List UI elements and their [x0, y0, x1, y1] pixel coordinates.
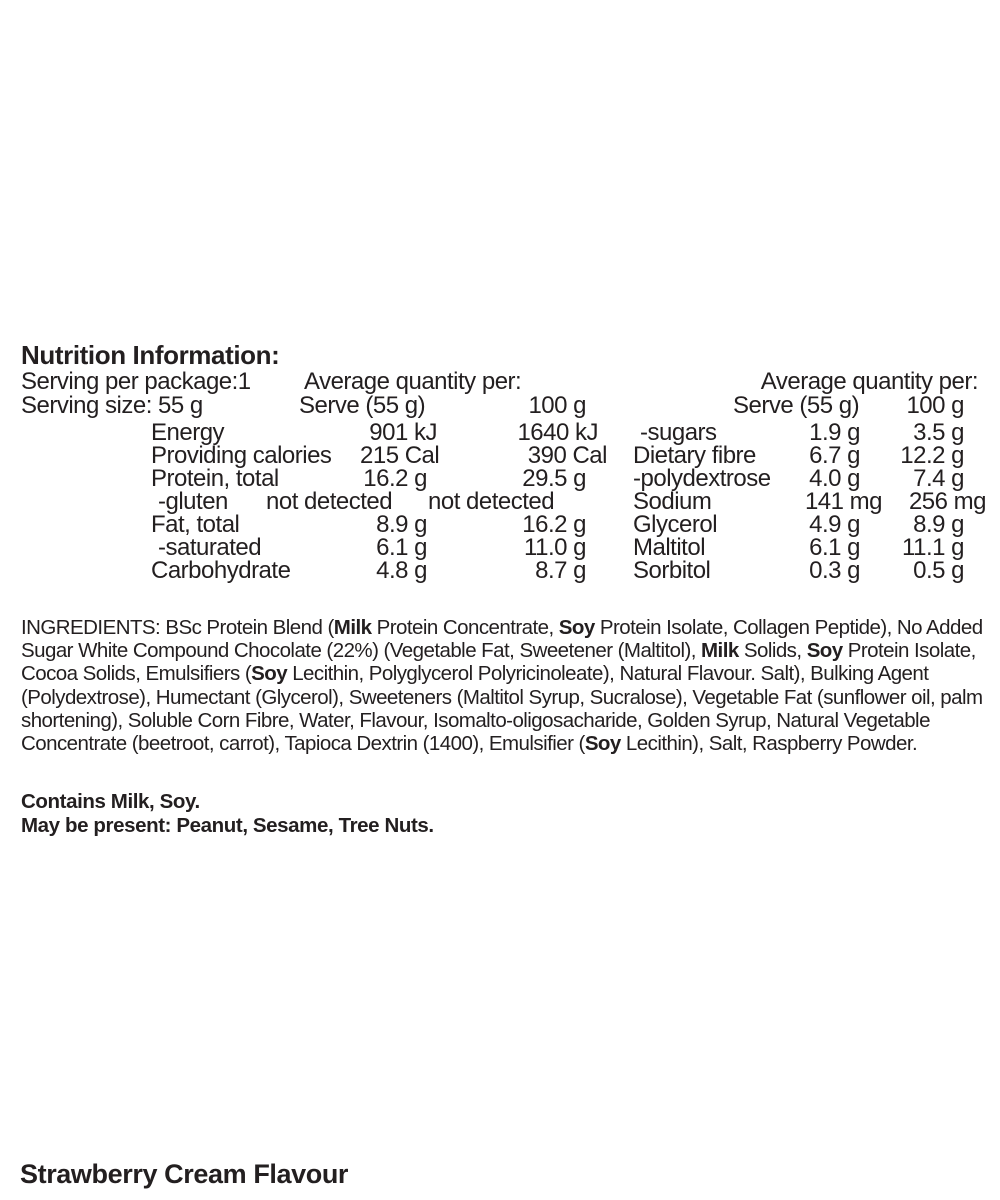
nutrient-100g-value: 0.5 g: [913, 557, 964, 584]
nutrient-name: Sorbitol: [633, 557, 711, 584]
nutrient-serve-value: 6.7 g: [809, 442, 860, 469]
ingredients-segment: Lecithin), Salt, Raspberry Powder.: [620, 732, 918, 756]
nutrient-serve-value: 141 mg: [804, 488, 882, 515]
col-header-serve-left: Serve (55 g): [299, 392, 426, 419]
nutrient-serve-value: 6.1 g: [376, 534, 427, 561]
nutrient-100g-value: 8.9 g: [913, 511, 964, 538]
nutrient-100g-value: 16.2 g: [522, 511, 586, 538]
ingredients-segment: Protein Isolate, Cocoa Solids, Emulsifiers (: [21, 639, 976, 686]
nutrient-100g-value: 390 Cal: [527, 442, 607, 469]
ingredients-segment: Lecithin, Polyglycerol Polyricinoleate), Natural Flavour. Salt), Bulking Agent (Polydextrose), Humectant (Glycerol), Sweeteners (Maltitol Syrup, Sucralose), Vegetable Fat (sunflower oil, palm shortening), Soluble Corn Fibre, Water, Flavour, Isomalto-oligosacharide, Golden Syrup, Natural Vegetable Concentrate (beetroot, carrot), Tapioca Dextrin (1400), Emulsifier (: [21, 662, 983, 756]
may-be-present-statement: May be present: Peanut, Sesame, Tree Nuts.: [21, 814, 434, 837]
ingredients-segment: Protein Concentrate,: [371, 616, 559, 639]
nutrient-name: Energy: [151, 419, 225, 446]
ingredients-segment: INGREDIENTS: BSc Protein Blend (: [21, 616, 334, 639]
ingredients-allergen: Soy: [584, 732, 621, 756]
nutrient-serve-value: 1.9 g: [809, 419, 860, 446]
nutrient-name: Maltitol: [633, 534, 706, 561]
nutrient-100g-value: 8.7 g: [535, 557, 586, 584]
col-header-100g-left: 100 g: [528, 392, 586, 419]
col-header-serve-right: Serve (55 g): [733, 392, 860, 419]
ingredients-text: [21, 616, 991, 755]
nutrient-name: -sugars: [640, 419, 717, 446]
nutrient-100g-value: 3.5 g: [913, 419, 964, 446]
contains-statement: Contains Milk, Soy.: [21, 790, 200, 813]
nutrient-name: Fat, total: [151, 511, 240, 538]
nutrient-name: Carbohydrate: [151, 557, 291, 584]
serving-size: Serving size: 55 g: [21, 392, 203, 419]
serving-per-package: Serving per package:1: [21, 368, 251, 395]
nutrient-name: -saturated: [158, 534, 262, 561]
avg-qty-header-right: Average quantity per:: [760, 368, 978, 395]
nutrient-100g-value: 29.5 g: [522, 465, 586, 492]
col-header-100g-right: 100 g: [906, 392, 964, 419]
ingredients-segment: Solids,: [738, 639, 807, 663]
ingredients-allergen: Soy: [251, 662, 288, 686]
nutrient-serve-value: not detected: [266, 488, 393, 515]
nutrient-name: -gluten: [158, 488, 228, 515]
nutrient-100g-value: 256 mg: [908, 488, 986, 515]
nutrient-serve-value: 215 Cal: [360, 442, 440, 469]
nutrient-serve-value: 4.0 g: [809, 465, 860, 492]
nutrient-100g-value: 11.1 g: [902, 534, 964, 561]
nutrient-serve-value: 4.8 g: [376, 557, 427, 584]
nutrient-serve-value: 4.9 g: [809, 511, 860, 538]
nutrient-100g-value: 11.0 g: [524, 534, 586, 561]
nutrient-serve-value: 0.3 g: [809, 557, 860, 584]
nutrient-serve-value: 901 kJ: [369, 419, 437, 446]
nutrient-name: Providing calories: [151, 442, 332, 469]
nutrient-serve-value: 16.2 g: [363, 465, 427, 492]
panel-title: Nutrition Information:: [21, 340, 280, 370]
nutrient-serve-value: 8.9 g: [376, 511, 427, 538]
nutrient-100g-value: 1640 kJ: [517, 419, 598, 446]
nutrient-name: Glycerol: [633, 511, 718, 538]
nutrient-name: Dietary fibre: [633, 442, 756, 469]
nutrient-name: Protein, total: [151, 465, 279, 492]
ingredients-allergen: Milk: [333, 616, 372, 639]
ingredients-allergen: Soy: [558, 616, 595, 639]
nutrient-name: Sodium: [633, 488, 712, 515]
flavour-name: Strawberry Cream Flavour: [20, 1159, 349, 1189]
nutrient-100g-value: not detected: [428, 488, 555, 515]
nutrient-name: -polydextrose: [633, 465, 771, 492]
nutrient-serve-value: 6.1 g: [809, 534, 860, 561]
avg-qty-header-left: Average quantity per:: [304, 368, 522, 395]
ingredients-allergen: Soy: [806, 639, 843, 663]
nutrient-100g-value: 12.2 g: [900, 442, 964, 469]
ingredients-segment: Protein Isolate, Collagen Peptide), No Added Sugar White Compound Chocolate (22%) (Vegetable Fat, Sweetener (Maltitol),: [21, 616, 983, 663]
ingredients-allergen: Milk: [701, 639, 739, 663]
nutrient-100g-value: 7.4 g: [913, 465, 964, 492]
